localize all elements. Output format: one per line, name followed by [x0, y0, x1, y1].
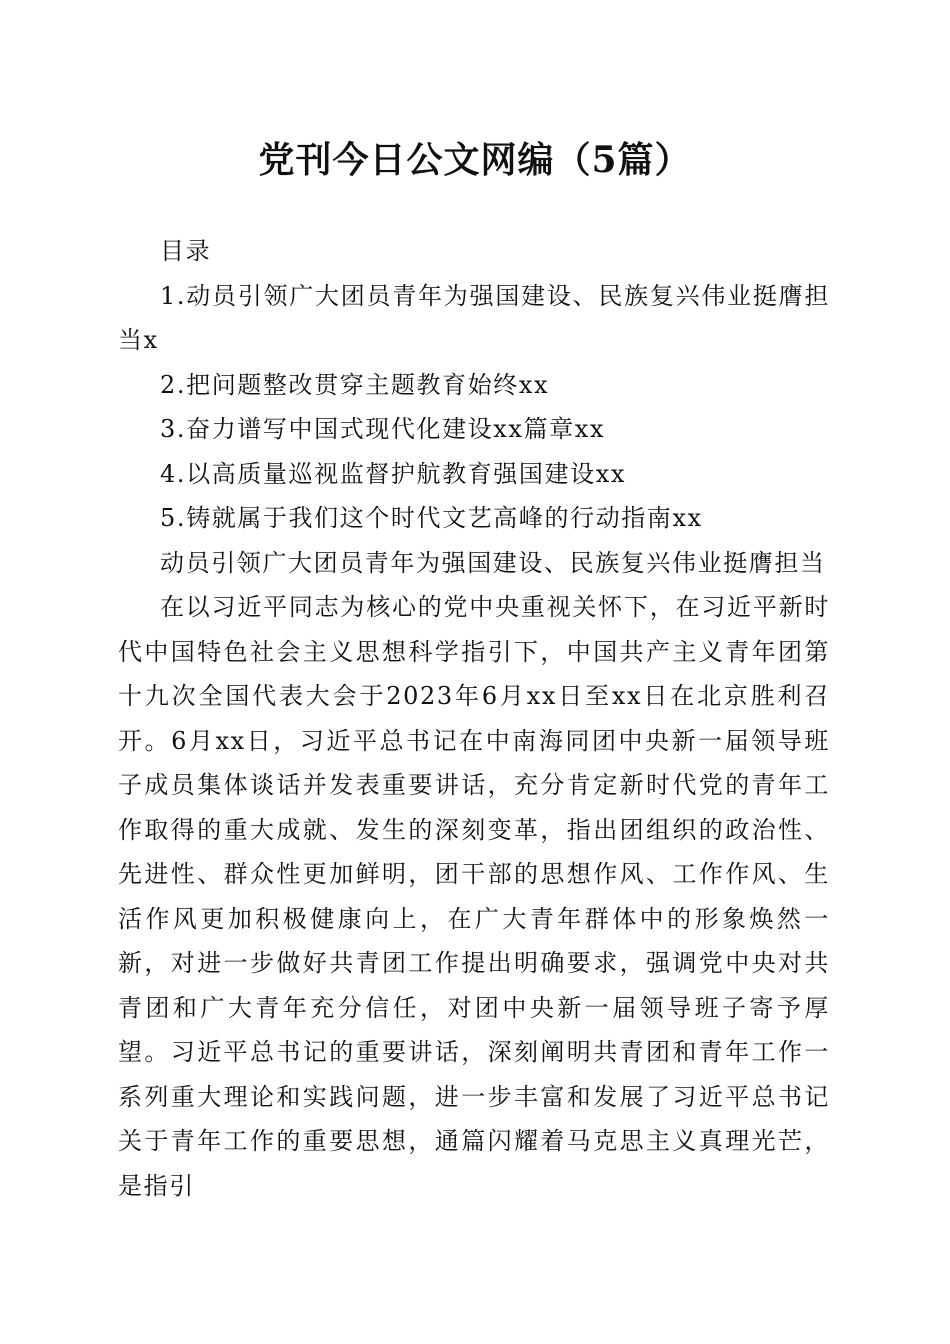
toc-item: 3.奋力谱写中国式现代化建设xx篇章xx: [160, 415, 606, 443]
toc-item: 2.把问题整改贯穿主题教育始终xx: [160, 370, 550, 399]
toc-item: 1.动员引领广大团员青年为强国建设、民族复兴伟业挺膺担当x: [118, 281, 830, 354]
body-paragraph: 在以习近平同志为核心的党中央重视关怀下，在习近平新时代中国特色社会主义思想科学指引下，中国共产主义青年团第十九次全国代表大会于2023年6月xx日至xx日在北京胜利召开。6月xx日，习近平总书记在中南海同团中央新一届领导班子成员集体谈话并发表重要讲话，充分肯定新时代党的青年工作取得的重大成就、发生的深刻变革，指出团组织的政治性、先进性、群众性更加鲜明，团干部的思想作风、工作作风、生活作风更加积极健康向上，在广大青年群体中的形象焕然一新，对进一步做好共青团工作提出明确要求，强调党中央对共青团和广大青年充分信任，对团中央新一届领导班子寄予厚望。习近平总书记的重要讲话，深刻阐明共青团和青年工作一系列重大理论和实践问题，进一步丰富和发展了习近平总书记关于青年工作的重要思想，通篇闪耀着马克思主义真理光芒，是指引: [118, 593, 830, 1200]
section-heading: 动员引领广大团员青年为强国建设、民族复兴伟业挺膺担当: [160, 548, 826, 577]
document-title: 党刊今日公文网编（5篇）: [258, 139, 692, 181]
document-body: [118, 229, 830, 1208]
toc-item: 4.以高质量巡视监督护航教育强国建设xx: [160, 459, 626, 488]
toc-heading: 目录: [160, 237, 212, 265]
toc-item: 5.铸就属于我们这个时代文艺高峰的行动指南xx: [160, 504, 703, 532]
